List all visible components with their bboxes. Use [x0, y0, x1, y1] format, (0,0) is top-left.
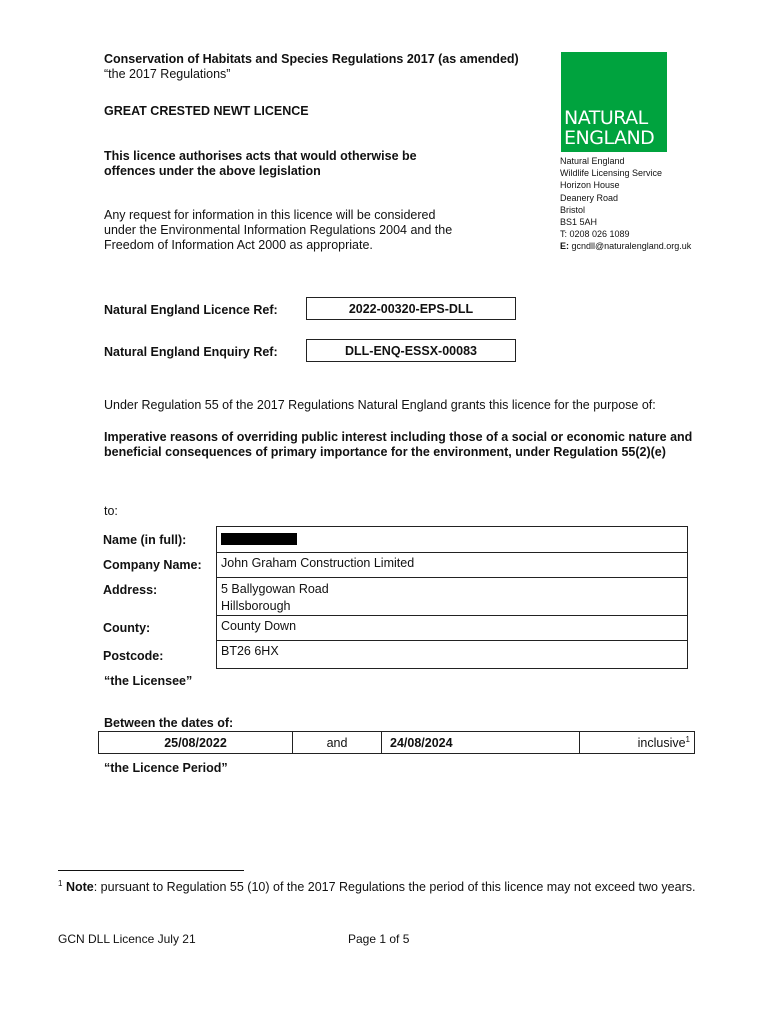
- footnote-ref: 1: [685, 734, 690, 744]
- logo-word-natural: NATURAL: [564, 107, 648, 129]
- licence-ref-label: Natural England Licence Ref:: [104, 303, 278, 317]
- footnote-mark: 1: [58, 879, 63, 888]
- licence-ref-box: 2022-00320-EPS-DLL: [306, 297, 516, 320]
- postcode-label: Postcode:: [103, 648, 164, 663]
- licensee-row-postcode: [100, 641, 688, 669]
- address-line: Horizon House: [560, 180, 620, 191]
- licence-period-caption: “the Licence Period”: [104, 761, 228, 775]
- grant-statement: Under Regulation 55 of the 2017 Regulations Natural England grants this licence for the purpose of:: [104, 398, 656, 412]
- name-label: Name (in full):: [103, 532, 187, 547]
- regulations-title-bold: Conservation of Habitats and Species Regulations 2017 (as amended): [104, 52, 519, 66]
- address-line: Deanery Road: [560, 192, 619, 203]
- inclusive-text: inclusive: [637, 736, 686, 751]
- address-line: BS1 5AH: [560, 217, 598, 228]
- authorisation-statement: This licence authorises acts that would otherwise be offences under the above legislation: [104, 149, 417, 178]
- licensee-table: [100, 526, 688, 669]
- footer-doc-name: GCN DLL Licence July 21: [58, 932, 196, 946]
- address-label: Address:: [103, 582, 158, 597]
- to-label: to:: [104, 504, 118, 518]
- company-value: John Graham Construction Limited: [217, 553, 688, 578]
- address-line: Bristol: [560, 204, 586, 215]
- address-value: [217, 578, 688, 616]
- address-line-2: Hillsborough: [221, 599, 291, 613]
- licence-dates-table: [98, 731, 695, 754]
- name-value: [217, 527, 688, 553]
- end-date: 24/08/2024: [382, 732, 580, 754]
- natural-england-address: [560, 155, 691, 253]
- company-label: Company Name:: [103, 557, 202, 572]
- regulations-title: [104, 52, 524, 82]
- email-line: [560, 240, 691, 252]
- address-line: Wildlife Licensing Service: [560, 168, 663, 179]
- licensee-row-county: [100, 616, 688, 641]
- licence-title: GREAT CRESTED NEWT LICENCE: [104, 104, 309, 118]
- natural-england-logo: [561, 52, 667, 152]
- licensee-row-address: [100, 578, 688, 616]
- footnote-text: : pursuant to Regulation 55 (10) of the 2017 Regulations the period of this licence may not exceed two years.: [93, 880, 696, 895]
- address-line: Natural England: [560, 156, 625, 166]
- dates-heading: Between the dates of:: [104, 716, 234, 730]
- and-text: and: [293, 732, 382, 754]
- footnote-label: Note: [65, 880, 94, 895]
- regulations-short-name: “the 2017 Regulations”: [104, 67, 231, 81]
- dates-row: [99, 732, 695, 754]
- email-label: E:: [560, 241, 569, 252]
- enquiry-ref-label: Natural England Enquiry Ref:: [104, 345, 278, 359]
- foi-notice: Any request for information in this licence will be considered under the Environmental Information Regulations 2004 and the Freedom of Information Act 2000 as appropriate.: [104, 208, 453, 252]
- email-address: gcndll@naturalengland.org.uk: [571, 241, 692, 252]
- footer-page-number: Page 1 of 5: [348, 932, 410, 946]
- inclusive-cell: [580, 732, 695, 754]
- address-line: T: 0208 026 1089: [560, 229, 630, 240]
- county-label: County:: [103, 620, 151, 635]
- county-value: County Down: [217, 616, 688, 641]
- address-line-1: 5 Ballygowan Road: [221, 582, 329, 596]
- logo-word-england: ENGLAND: [564, 127, 655, 149]
- redacted-name: [221, 533, 297, 545]
- footnote-rule: [58, 870, 244, 871]
- enquiry-ref-box: DLL-ENQ-ESSX-00083: [306, 339, 516, 362]
- licensee-row-name: [100, 527, 688, 553]
- start-date: 25/08/2022: [99, 732, 293, 754]
- licensee-row-company: [100, 553, 688, 578]
- postcode-value: BT26 6HX: [217, 641, 688, 669]
- licensee-caption: “the Licensee”: [104, 674, 193, 688]
- licence-purpose: Imperative reasons of overriding public interest including those of a social or economic nature and beneficial consequences of primary importance for the environment, under Regulation 55(2)(e): [104, 430, 693, 459]
- footnote: [58, 876, 708, 895]
